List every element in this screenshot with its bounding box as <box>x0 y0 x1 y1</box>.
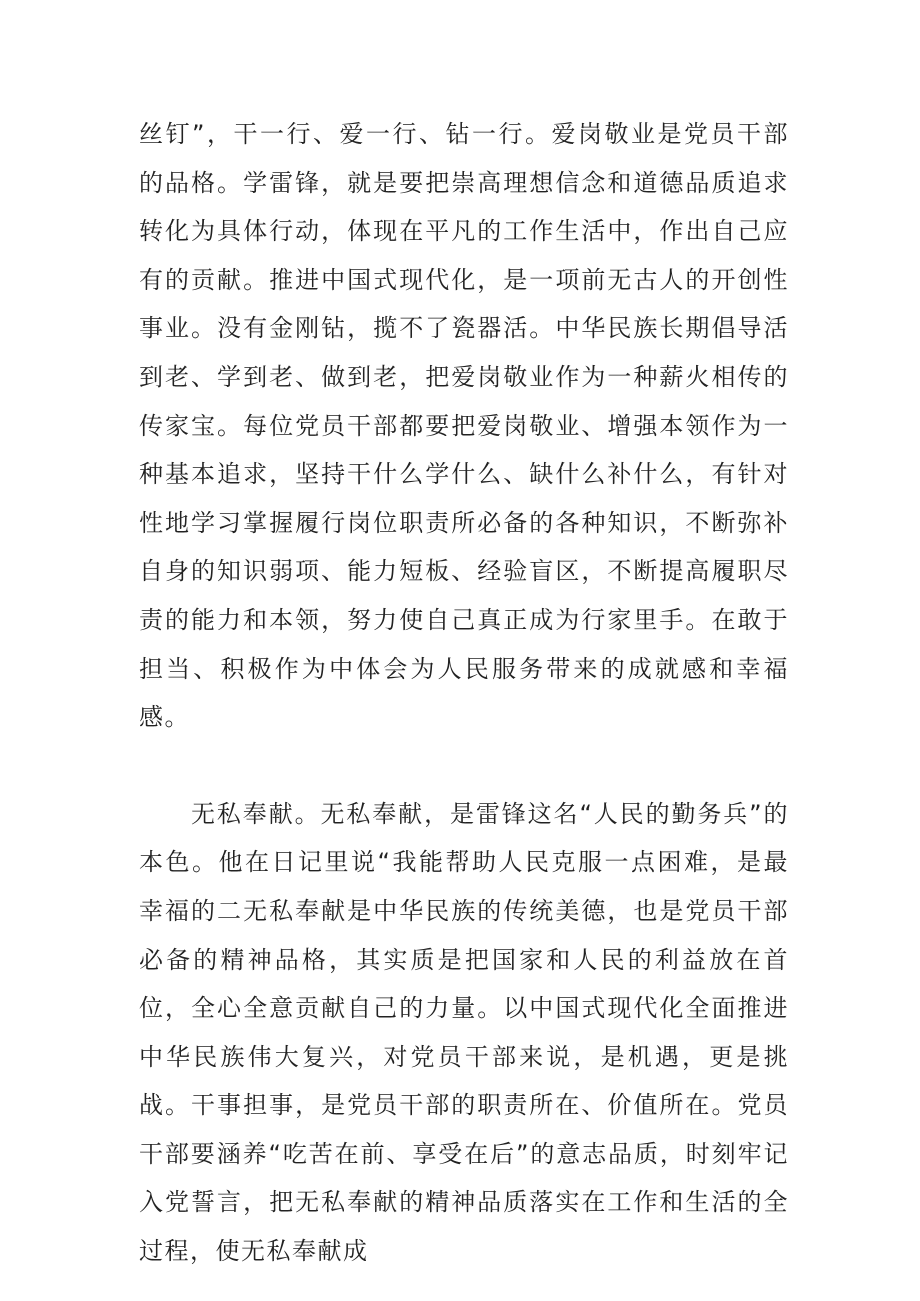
paragraph-dedication: 丝钉”，干一行、爱一行、钻一行。爱岗敬业是党员干部的品格。学雷锋，就是要把崇高理想信念和道德品质追求转化为具体行动，体现在平凡的工作生活中，作出自己应有的贡献。推进中国式现代化，是一项前无古人的开创性事业。没有金刚钻，揽不了瓷器活。中华民族长期倡导活到老、学到老、做到老，把爱岗敬业作为一种薪火相传的传家宝。每位党员干部都要把爱岗敬业、增强本领作为一种基本追求，坚持干什么学什么、缺什么补什么，有针对性地学习掌握履行岗位职责所必备的各种知识，不断弥补自身的知识弱项、能力短板、经验盲区，不断提高履职尽责的能力和本领，努力使自己真正成为行家里手。在敢于担当、积极作为中体会为人民服务带来的成就感和幸福感。 <box>139 120 789 732</box>
document-body <box>139 110 789 1276</box>
paragraph-selfless-devotion: 无私奉献。无私奉献，是雷锋这名“人民的勤务兵”的本色。他在日记里说“我能帮助人民克服一点困难，是最幸福的二无私奉献是中华民族的传统美德，也是党员干部必备的精神品格，其实质是把国家和人民的利益放在首位，全心全意贡献自己的力量。以中国式现代化全面推进中华民族伟大复兴，对党员干部来说，是机遇，更是挑战。干事担事，是党员干部的职责所在、价值所在。党员干部要涵养“吃苦在前、享受在后”的意志品质，时刻牢记入党誓言，把无私奉献的精神品质落实在工作和生活的全过程，使无私奉献成 <box>139 799 789 1266</box>
